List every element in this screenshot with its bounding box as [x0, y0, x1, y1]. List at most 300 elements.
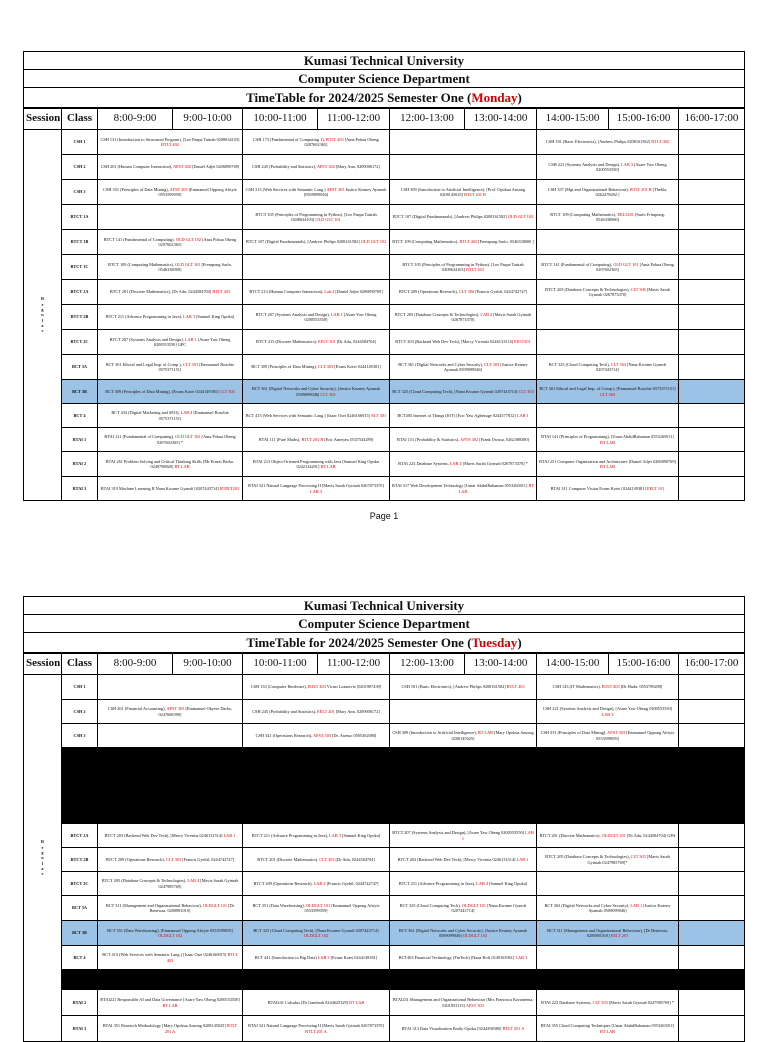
- session-label: [24, 130, 62, 501]
- course-text: CSH 201 (Human Computer Interaction),: [100, 164, 174, 170]
- lecturer-text: [Emmanuel Oppong Afriyie 0553599059]: [596, 730, 675, 741]
- course-cell: [243, 280, 390, 305]
- timetable-row: [24, 896, 745, 921]
- course-text: BTCT 141 (Fundamental of Computing),: [103, 236, 176, 242]
- course-cell: [537, 921, 679, 946]
- timetable-row: [24, 990, 745, 1016]
- room-label: AFST 303: [326, 186, 345, 192]
- room-label: LAB 4: [187, 878, 200, 884]
- course-cell: [390, 155, 537, 180]
- session-letter: l: [41, 317, 44, 323]
- class-label: BTCT 2C: [62, 872, 98, 896]
- lecturer-text: [Daniel Adjei 0206890769]: [190, 164, 240, 170]
- room-label: LAB 1: [330, 311, 343, 317]
- lecturer-text: [Mary Opokua Ansong 0208145025]: [451, 730, 534, 741]
- course-cell: [679, 700, 745, 724]
- lecturer-text: [Sarfo Frimpong, 0546338000]: [596, 211, 665, 222]
- session-letter: r: [41, 328, 44, 334]
- course-text: BCT 351 (Data Warehousing),: [252, 902, 307, 908]
- room-label: LAB 1: [461, 830, 534, 841]
- lecturer-text: [Evans Kotei 0244149381]: [333, 364, 381, 370]
- lecturer-text: [Asare Yaw Obeng 0200553550]: [304, 311, 377, 322]
- title-suffix: ): [517, 635, 522, 650]
- course-cell: [243, 330, 390, 355]
- class-label: BTCT 1C: [62, 255, 98, 280]
- column-header: Class: [62, 109, 98, 130]
- lecturer-text: [Emmanuel Oppong Afriyie 0553599059]: [158, 186, 237, 197]
- course-cell: [98, 380, 243, 404]
- course-cell: [679, 428, 745, 452]
- room-label: BTLT 403: [325, 136, 344, 142]
- course-cell: [98, 205, 243, 230]
- course-text: BTAI 151 (Probability & Statistics),: [396, 436, 461, 442]
- room-label: BTLT 403: [506, 684, 525, 690]
- room-label: AFST 302: [316, 164, 335, 170]
- timetable-row: [24, 180, 745, 205]
- lecturer-text: [Evans Kotei 0244149381]: [329, 954, 378, 960]
- room-label: LAB 1: [184, 336, 197, 342]
- course-cell: [98, 355, 243, 380]
- room-label: OLDGLT 101: [461, 902, 487, 908]
- room-label: CLT 303: [317, 364, 334, 370]
- course-text: BTAI221 Responsible AI and Data Governance [Asare Yaw Obeng 0200553550]: [100, 997, 240, 1003]
- course-cell: [537, 230, 679, 255]
- room-label: LAB 3: [329, 832, 341, 838]
- lecturer-text: Victus Lumorvie [0201987439]: [325, 684, 382, 690]
- course-cell: [390, 700, 537, 724]
- room-label: LAB 1: [223, 832, 236, 838]
- column-header: 12:00-13:00: [390, 654, 465, 675]
- course-text: BTCT 207 (Systems Analysis and Design),: [109, 336, 185, 342]
- room-label: BT LAB: [599, 1028, 616, 1034]
- lecturer-text: [Mavis Sarah Gyimah 0267873370]: [451, 311, 532, 322]
- class-label: BTAI 2: [62, 990, 98, 1016]
- course-cell: [537, 155, 679, 180]
- course-cell: [243, 452, 390, 477]
- lecturer-text: [Frank Owusu, 0262388380]: [478, 436, 530, 442]
- timetable-row: [24, 872, 745, 896]
- lecturer-text: [Samuel King Opoku]: [341, 832, 381, 838]
- course-text: BCT 301 Ethical and Legal Imp. of Comp.), [Emmanuel Boachie 0575371151]: [539, 386, 676, 392]
- course-text: CSH 153 (Computer Hardware),: [250, 684, 308, 690]
- course-text: BTAI 223 Database Systems,: [541, 999, 593, 1005]
- column-header: 16:00-17:00: [679, 109, 745, 130]
- class-label: BTCT 2A: [62, 824, 98, 848]
- lecturer-text: [Mavis Sarah Gyimah 0247985769]: [158, 878, 239, 889]
- column-header: Class: [62, 654, 98, 675]
- course-cell: [98, 280, 243, 305]
- room-label: CLT 304: [518, 388, 534, 394]
- room-label: CLT 303: [182, 361, 199, 367]
- course-cell: [537, 130, 679, 155]
- timetable-row: [24, 205, 745, 230]
- room-label: LAB 4: [480, 311, 493, 317]
- session-label: [24, 675, 62, 1042]
- column-header: 10:00-11:00: [243, 654, 318, 675]
- class-label: CSH 2: [62, 700, 98, 724]
- timetable-row: [24, 330, 745, 355]
- course-text: BTAI 251 Computer Organization and Architecture [Daniel Adjei 0206890769]: [539, 458, 676, 464]
- course-cell: [390, 428, 537, 452]
- course-text: BCT 309 (Principles of Data Mining), [Evans Kotei 0244149381]: [105, 388, 220, 394]
- room-label: LAB 3: [601, 711, 614, 717]
- room-label: OLD GLT 101: [613, 261, 639, 267]
- room-label: BTLT 402: [161, 142, 179, 147]
- room-label: AFST 303: [313, 732, 331, 738]
- course-text: BTCT 107 (Digital Fundamentals), [Andrew Philips 0208161582]: [245, 239, 361, 245]
- room-label: OLD GLT 102: [507, 214, 534, 220]
- room-label: LAB 3: [621, 161, 633, 167]
- lecturer-text: [Ama Pokua Obeng 0207602365]: [596, 261, 674, 272]
- timetable-grid: [23, 108, 745, 501]
- course-cell: [679, 452, 745, 477]
- course-cell: [243, 848, 390, 872]
- session-letter: e: [41, 301, 44, 307]
- lecturer-text: [Emmanuel Okyere Darko, 0247668390]: [158, 706, 233, 717]
- course-text: BTAI241 Calculus [Dr Gambrah 0244625329]: [267, 999, 350, 1005]
- course-cell: [243, 355, 390, 380]
- room-label: AFST 303: [166, 706, 185, 712]
- course-text: BTAI 319 Machine Learning II Nana Kwame Gyamfi [0207443714]: [100, 485, 220, 491]
- course-text: CSH 337 (Mgt and Organizational Behaviour),: [547, 186, 630, 192]
- course-text: BTCT 109 (Computing Mathematics),: [550, 211, 618, 217]
- title-day: Tuesday: [471, 635, 518, 650]
- room-label: BTLT 201 B: [464, 192, 486, 197]
- timetable-row: [24, 970, 745, 990]
- course-cell: [98, 848, 243, 872]
- course-text: BTCT 213 (Human Computer Interaction),: [249, 289, 325, 295]
- course-text: CSH 261 (Financial Accounting),: [107, 706, 167, 712]
- course-cell: [98, 896, 243, 921]
- class-label: BCT 3B: [62, 921, 98, 946]
- course-cell: [390, 380, 537, 404]
- room-label: LAB 3: [515, 954, 528, 960]
- room-label: OLDGLT 102: [303, 933, 329, 938]
- course-cell: [98, 724, 243, 748]
- lecturer-text: [Ama Pokua Obeng 0207602365] *: [156, 434, 236, 445]
- room-label: CLT 303: [484, 361, 500, 367]
- course-text: BCT 441 (Introduction to Big Data): [254, 954, 318, 960]
- course-cell: [390, 330, 537, 355]
- lecturer-text: [Thekla, 0262478492 ]: [595, 186, 668, 197]
- course-cell: [243, 700, 390, 724]
- room-label: LAB 1: [516, 856, 529, 862]
- course-text: BTCT 105 (Principles of Programming in Python), [Leo Paapa Tattrah 0208634103]: [402, 261, 524, 272]
- column-header: Session: [24, 654, 62, 675]
- course-cell: [390, 355, 537, 380]
- lecturer-text: Justice Keaney Ayamah [0509099046]: [303, 186, 387, 197]
- course-cell: [537, 305, 679, 330]
- room-label: ALT 301: [370, 412, 387, 418]
- class-label: BTCT 2A: [62, 280, 98, 305]
- department-name: Computer Science Department: [24, 615, 744, 633]
- course-cell: [537, 180, 679, 205]
- timetable-row: [24, 280, 745, 305]
- page-number: Page 1: [369, 511, 399, 521]
- course-text: BTCT 205 (Database Concepts & Technologies),: [394, 311, 481, 317]
- course-text: BCT 415 (Web Services with Semantic Lang.) [Isaac Osei 0246166915]: [102, 952, 228, 958]
- lecturer-text: [Francis Gyebil, 0244742747]: [325, 880, 379, 886]
- room-label: CLT 303: [319, 856, 335, 862]
- course-text: BTAI 111 (Pure Maths),: [258, 436, 302, 442]
- column-header: 15:00-16:00: [609, 109, 679, 130]
- course-cell: [537, 1016, 679, 1042]
- course-text: BTCT 211 (Advance Programming in Java),: [105, 314, 184, 320]
- course-cell: [390, 848, 537, 872]
- room-label: OLD GLT 101: [315, 217, 341, 222]
- title-day: Monday: [471, 90, 518, 105]
- course-text: BTCT 215 (Discrete Mathematics),: [256, 339, 319, 345]
- course-cell: [390, 477, 537, 501]
- room-label: OLD GLT 102: [360, 239, 387, 245]
- course-text: BTCT 105 (Principles of Programming in Python), [Leo Paapa Tattrah 0208634103]: [255, 211, 377, 222]
- room-label: BT LAB: [599, 464, 616, 469]
- course-text: BTCT 201 (Discrete Mathematics), [Dr Adu, 0244584704]: [109, 289, 213, 295]
- course-text: BTCT 209 (Operations Research),: [398, 289, 459, 295]
- timetable-row: [24, 848, 745, 872]
- course-cell: [243, 990, 390, 1016]
- column-header: 13:00-14:00: [465, 109, 537, 130]
- course-text: BTCT 211 (Advance Programming in Java),: [251, 832, 330, 838]
- room-label: CLT 304: [320, 391, 336, 397]
- course-cell: [679, 946, 745, 970]
- course-cell: [537, 280, 679, 305]
- lecturer-text: [Emmanuel Boachie 0575371151]: [158, 410, 229, 421]
- course-cell: [537, 205, 679, 230]
- class-label: BTCT 2B: [62, 305, 98, 330]
- class-label: BCT 3A: [62, 896, 98, 921]
- course-cell: [390, 305, 537, 330]
- room-label: BTLT 402: [459, 239, 478, 245]
- course-cell: [679, 921, 745, 946]
- course-text: CSH 143 (IT Mathematics),: [552, 684, 602, 690]
- course-text: BTCT 141 (Fundamental of Computing),: [541, 261, 614, 267]
- course-cell: [537, 428, 679, 452]
- course-cell: [390, 130, 537, 155]
- column-header: Session: [24, 109, 62, 130]
- room-label: LAB 3: [310, 488, 322, 494]
- course-text: CSH 181 (Basic Electronics), [Andrew Philips 0208161582]: [401, 684, 507, 690]
- course-text: BTAI 261 Problem Solving and Critical Thinking Skills [Mr Ernest Berko, 0249788828]: [105, 458, 235, 469]
- timetable-row: [24, 477, 745, 501]
- course-text: BCT 433 (Digital Marketing and SEO),: [111, 410, 181, 416]
- course-cell: [243, 230, 390, 255]
- university-name: Kumasi Technical University: [24, 597, 744, 615]
- room-label: BTLT 403: [166, 952, 238, 963]
- course-cell: [98, 1016, 243, 1042]
- timetable-row: [24, 824, 745, 848]
- course-text: BTAI 213 Object-Oriented Programming with Java [Samuel King Opoku 0242124291]: [252, 458, 380, 469]
- course-text: BTAI 223 Database Systems,: [398, 461, 450, 467]
- timetable-page-1: [23, 51, 745, 501]
- course-cell: [679, 280, 745, 305]
- course-cell: [679, 404, 745, 428]
- column-header: 14:00-15:00: [537, 109, 609, 130]
- room-label: CLT 306: [630, 286, 646, 292]
- room-label: AFTS 302: [460, 436, 479, 442]
- lecturer-text: [Dr Adu, 0244584704]: [335, 339, 376, 345]
- course-cell: [243, 205, 390, 230]
- lecturer-text: [Samuel King Opoku]: [195, 314, 235, 320]
- course-cell: [98, 872, 243, 896]
- room-label: LAB 3: [317, 954, 330, 960]
- timetable-row: [24, 675, 745, 700]
- course-text: CSH 331 (Principles of Data Mining),: [540, 730, 608, 736]
- timetable-row: [24, 355, 745, 380]
- room-label: BTLT 201 A: [305, 1028, 327, 1034]
- room-label: CLT 304: [599, 391, 616, 397]
- timetable-header: [23, 51, 745, 108]
- course-text: BTAI 121 (Fundamental of Computing),: [104, 434, 176, 440]
- room-label: BTLT 403: [466, 267, 484, 272]
- room-label: LAB 3: [183, 314, 195, 320]
- course-cell: [98, 675, 243, 700]
- class-label: CSH 1: [62, 130, 98, 155]
- session-letter: a: [41, 865, 44, 871]
- blank-block: [62, 970, 745, 990]
- room-label: AFST 303: [169, 186, 188, 192]
- course-cell: [98, 921, 243, 946]
- course-text: CSH 341 (Operations Research),: [255, 732, 314, 738]
- course-text: BCT 325 (Cloud Computing Tech), [Nana Kwame Gyamfi 0207443714]: [392, 388, 519, 394]
- room-label: OLD GLT 102: [175, 236, 202, 242]
- course-cell: [243, 380, 390, 404]
- course-text: BTAI 321 Natural Language Processing II [Mavis Sarah Gyimah 0267873370]: [248, 483, 384, 489]
- course-cell: [390, 824, 537, 848]
- column-header: 9:00-10:00: [173, 109, 243, 130]
- course-cell: [679, 848, 745, 872]
- column-header: 9:00-10:00: [173, 654, 243, 675]
- course-cell: [243, 724, 390, 748]
- room-label: BTLT 402: [651, 139, 670, 145]
- timetable-row: [24, 724, 745, 748]
- course-cell: [537, 848, 679, 872]
- timetable-row: [24, 700, 745, 724]
- room-label: EELT201: [514, 339, 531, 345]
- class-label: BTAI 3: [62, 1016, 98, 1042]
- timetable-grid: [23, 653, 745, 1042]
- class-label: BTAI 2: [62, 452, 98, 477]
- lecturer-text: [Francis Gyebil, 0244742747]: [181, 856, 235, 862]
- class-label: BCT 4: [62, 404, 98, 428]
- course-cell: [537, 896, 679, 921]
- course-text: CSH 309 (Introduction to Artificial Intelligence), [Prof. Opokua Ansong 0208145025]: [400, 186, 526, 197]
- timetable-row: [24, 230, 745, 255]
- course-text: CSH 309 (Introduction to Artificial Intelligence),: [392, 730, 478, 736]
- room-label: LAB 1: [516, 412, 529, 418]
- lecturer-text: [Mavis Sarah Gyimah 0247985769]*: [587, 854, 670, 865]
- room-label: LAB 4: [449, 461, 462, 467]
- course-text: CSH 221 (Systems Analysis and Design), [Asare Yaw Obeng 0200553550]: [542, 706, 673, 712]
- lecturer-text: [Emmanuel Boachie 0575371151]: [158, 361, 235, 372]
- room-label: BT LAB: [458, 483, 534, 494]
- course-text: BTCT 205 (Database Concepts & Technologies),: [545, 286, 631, 292]
- course-text: CSH 181 (Basic Electronics), [Andrew Philips 0208161582]: [545, 139, 652, 145]
- course-text: BCT 363 (Digital Networks and Cyber Security),: [544, 902, 631, 908]
- room-label: EELT 201: [317, 708, 335, 714]
- course-cell: [243, 305, 390, 330]
- room-label: EELT 201: [610, 933, 629, 938]
- course-text: BTCT 203 (Backend Web Dev Tech), [Mercy Vicentia 0246131514]: [395, 339, 515, 345]
- class-label: BTCT 2C: [62, 330, 98, 355]
- title-prefix: TimeTable for 2024/2025 Semester One (: [246, 90, 472, 105]
- course-cell: [679, 355, 745, 380]
- class-label: CSH 2: [62, 155, 98, 180]
- course-cell: [390, 1016, 537, 1042]
- course-cell: [679, 155, 745, 180]
- course-text: BTCT 207 (Systems Analysis and Design), [Asare Yaw Obeng 0200553550]: [392, 830, 526, 836]
- course-cell: [537, 675, 679, 700]
- course-cell: [537, 477, 679, 501]
- class-label: BTAI 3: [62, 477, 98, 501]
- class-label: BCT 3A: [62, 355, 98, 380]
- session-letter: g: [41, 307, 44, 313]
- column-header: 11:00-12:00: [318, 654, 390, 675]
- course-text: CSH 221 (Systems Analysis and Design),: [548, 161, 622, 167]
- timetable-header: [23, 596, 745, 653]
- university-name: Kumasi Technical University: [24, 52, 744, 70]
- room-label: BT LAB: [349, 999, 365, 1005]
- course-cell: [679, 230, 745, 255]
- course-cell: [98, 255, 243, 280]
- class-label: CSH 3: [62, 724, 98, 748]
- class-label: BTCT 2B: [62, 848, 98, 872]
- room-label: OLDGLT 101: [601, 832, 626, 838]
- course-cell: [390, 205, 537, 230]
- course-cell: [243, 255, 390, 280]
- course-cell: [537, 380, 679, 404]
- lecturer-text: [Dr Benewaa, 0200881010]: [149, 902, 235, 913]
- room-label: BT LAB: [477, 730, 493, 736]
- lecturer-text: [Mavis Sarah Gyimah 0247985769] *: [607, 999, 674, 1005]
- course-text: BCT 361 (Digital Networks and Cyber Security), [Justice Keaney Ayamah 0509099046]: [251, 386, 381, 397]
- course-cell: [98, 700, 243, 724]
- course-cell: [679, 305, 745, 330]
- course-text: BTCT 211 (Advance Programming in Java),: [398, 880, 477, 886]
- timetable-row: [24, 921, 745, 946]
- session-letter: e: [41, 844, 44, 850]
- room-label: OLDGLT 101: [202, 902, 228, 908]
- session-letter: R: [40, 296, 45, 302]
- course-text: BCT 301 Ethical and Legal Imp. of Comp.),: [105, 361, 183, 367]
- course-text: BTCT 201 (Discrete Mathematics),: [257, 856, 320, 862]
- course-cell: [390, 921, 537, 946]
- course-cell: [98, 230, 243, 255]
- room-label: CLT 303: [592, 999, 608, 1005]
- lecturer-text: [Daniel Adjei 0206890769]: [334, 289, 383, 295]
- department-name: Computer Science Department: [24, 70, 744, 88]
- course-cell: [390, 280, 537, 305]
- course-cell: [390, 180, 537, 205]
- course-text: BCT405 Internet of Things (IOT) [Eric Yaw Agbezuge 0244577812]: [397, 412, 517, 418]
- course-cell: [390, 724, 537, 748]
- room-label: OLDGLT 101: [306, 902, 331, 908]
- timetable-title: [24, 88, 744, 108]
- lecturer-text: [Ama Pokua Obeng 0207602365]: [158, 236, 237, 247]
- timetable-row: [24, 305, 745, 330]
- course-text: CSH 245 (Probability and Statistics),: [252, 708, 318, 714]
- course-text: BCT 311 (Management and Organizational Behaviour), [Dr Benewaa, 0200881010]: [547, 927, 668, 938]
- room-label: BTLT 201 B: [301, 436, 324, 442]
- lecturer-text: [Asare Yaw Obeng 0200553550] GPC: [153, 336, 231, 347]
- class-label: CSH 1: [62, 675, 98, 700]
- timetable-row: [24, 748, 745, 824]
- course-cell: [98, 404, 243, 428]
- timetable-row: [24, 1016, 745, 1042]
- course-text: BTAI 311 Computer Vision Evans Kotei [0244149381]: [550, 485, 647, 491]
- room-label: CLT 306: [459, 289, 475, 295]
- course-text: CSH 173 (Fundamental of Computing 1),: [253, 136, 326, 142]
